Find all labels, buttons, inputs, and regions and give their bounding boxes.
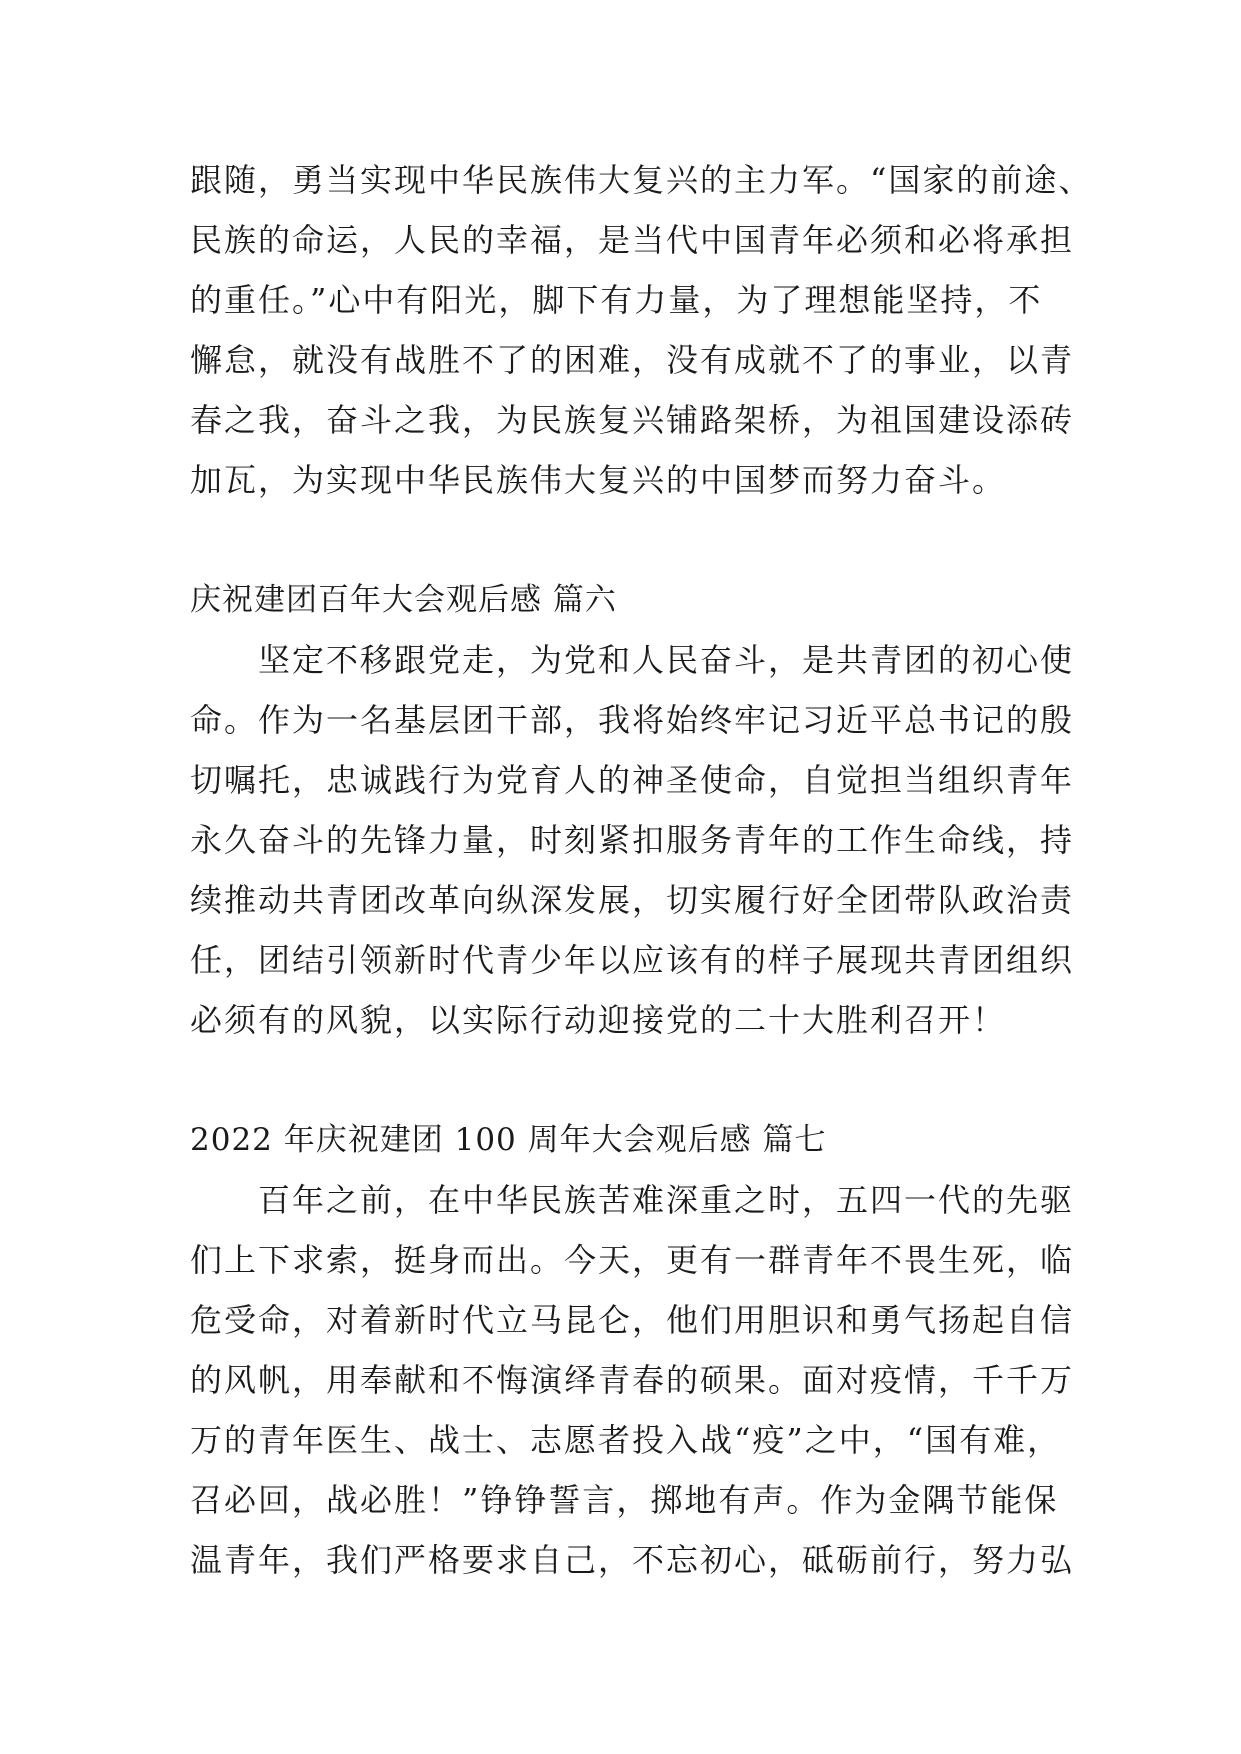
text-line: 续推动共青团改革向纵深发展，切实履行好全团带队政治责 <box>190 881 1075 919</box>
text-line: 万的青年医生、战士、志愿者投入战“疫”之中，“国有难， <box>190 1421 1062 1459</box>
section-spacer <box>190 1050 1070 1110</box>
section-seven <box>190 1110 1075 1590</box>
text-line: 加瓦，为实现中华民族伟大复兴的中国梦而努力奋斗。 <box>190 461 1007 499</box>
section-heading: 2022 年庆祝建团 100 周年大会观后感 篇七 <box>190 1122 827 1158</box>
paragraph-continued <box>190 150 1093 510</box>
text-line: 危受命，对着新时代立马昆仑，他们用胆识和勇气扬起自信 <box>190 1301 1075 1339</box>
text-line: 百年之前，在中华民族苦难深重之时，五四一代的先驱 <box>258 1181 1075 1219</box>
text-line: 召必回，战必胜！”铮铮誓言，掷地有声。作为金隅节能保 <box>190 1481 1059 1519</box>
text-line: 任，团结引领新时代青少年以应该有的样子展现共青团组织 <box>190 941 1075 979</box>
section-six <box>190 570 1075 1050</box>
section-heading: 庆祝建团百年大会观后感 篇六 <box>190 582 617 618</box>
document-page <box>190 150 1093 1590</box>
text-line: 温青年，我们严格要求自己，不忘初心，砥砺前行，努力弘 <box>190 1541 1075 1579</box>
text-line: 们上下求索，挺身而出。今天，更有一群青年不畏生死，临 <box>190 1241 1075 1279</box>
text-line: 民族的命运，人民的幸福，是当代中国青年必须和必将承担 <box>190 221 1075 259</box>
section-spacer <box>190 510 1070 570</box>
text-line: 跟随，勇当实现中华民族伟大复兴的主力军。“国家的前途、 <box>190 161 1093 199</box>
text-line: 的风帆，用奉献和不悔演绎青春的硕果。面对疫情，千千万 <box>190 1361 1075 1399</box>
text-line: 命。作为一名基层团干部，我将始终牢记习近平总书记的殷 <box>190 701 1075 739</box>
text-line: 必须有的风貌，以实际行动迎接党的二十大胜利召开！ <box>190 1001 1007 1039</box>
text-line: 的重任。”心中有阳光，脚下有力量，为了理想能坚持，不 <box>190 281 1043 319</box>
text-line: 切嘱托，忠诚践行为党育人的神圣使命，自觉担当组织青年 <box>190 761 1075 799</box>
text-line: 春之我，奋斗之我，为民族复兴铺路架桥，为祖国建设添砖 <box>190 401 1075 439</box>
text-line: 永久奋斗的先锋力量，时刻紧扣服务青年的工作生命线，持 <box>190 821 1075 859</box>
text-line: 坚定不移跟党走，为党和人民奋斗，是共青团的初心使 <box>258 641 1075 679</box>
text-line: 懈怠，就没有战胜不了的困难，没有成就不了的事业，以青 <box>190 341 1075 379</box>
